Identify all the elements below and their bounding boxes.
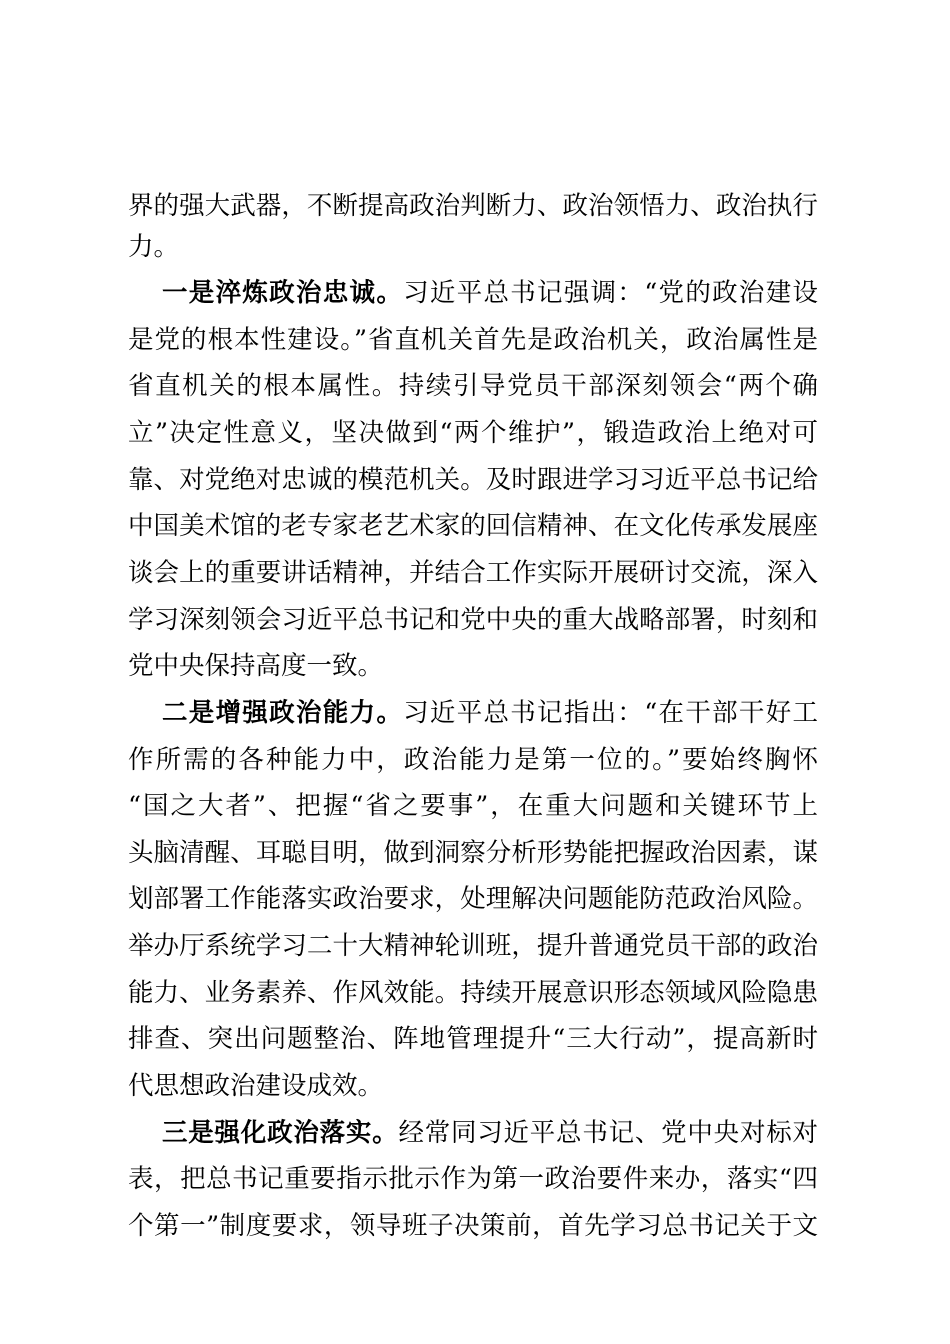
text-line: 谈会上的重要讲话精神，并结合工作实际开展研讨交流，深入 bbox=[128, 558, 818, 588]
text-line: 界的强大武器，不断提高政治判断力、政治领悟力、政治执行 bbox=[128, 191, 818, 221]
paragraph-first-line bbox=[128, 1113, 818, 1153]
text-line: 头脑清醒、耳聪目明，做到洞察分析形势能把握政治因素，谋 bbox=[128, 838, 818, 868]
text-line: 作所需的各种能力中，政治能力是第一位的。”要始终胸怀 bbox=[128, 745, 818, 775]
text-run: 习近平总书记指出：“在干部干好工 bbox=[403, 698, 818, 728]
text-line: 立”决定性意义，坚决做到“两个维护”，锻造政治上绝对可 bbox=[128, 418, 818, 448]
text-line: 学习深刻领会习近平总书记和党中央的重大战略部署，时刻和 bbox=[128, 605, 818, 635]
text-line: 代思想政治建设成效。 bbox=[128, 1071, 384, 1101]
text-line: 举办厅系统学习二十大精神轮训班，提升普通党员干部的政治 bbox=[128, 931, 818, 961]
section-heading: 二是增强政治能力。 bbox=[162, 698, 404, 728]
text-line: 个第一”制度要求，领导班子决策前，首先学习总书记关于文 bbox=[128, 1211, 818, 1241]
text-line: 是党的根本性建设。”省直机关首先是政治机关，政治属性是 bbox=[128, 325, 818, 355]
section-heading: 三是强化政治落实。 bbox=[162, 1118, 399, 1148]
section-heading: 一是淬炼政治忠诚。 bbox=[162, 278, 404, 308]
text-run: 经常同习近平总书记、党中央对标对 bbox=[398, 1118, 818, 1148]
text-line: 能力、业务素养、作风效能。持续开展意识形态领域风险隐患 bbox=[128, 978, 818, 1008]
paragraph-first-line bbox=[128, 273, 818, 313]
text-line: 党中央保持高度一致。 bbox=[128, 651, 384, 681]
paragraph-first-line bbox=[128, 693, 818, 733]
text-line: 靠、对党绝对忠诚的模范机关。及时跟进学习习近平总书记给 bbox=[128, 465, 818, 495]
text-line: 排查、突出问题整治、阵地管理提升“三大行动”，提高新时 bbox=[128, 1024, 818, 1054]
text-line: 省直机关的根本属性。持续引导党员干部深刻领会“两个确 bbox=[128, 371, 818, 401]
text-line: 力。 bbox=[128, 232, 180, 262]
text-run: 习近平总书记强调：“党的政治建设 bbox=[403, 278, 818, 308]
text-line: 划部署工作能落实政治要求，处理解决问题能防范政治风险。 bbox=[128, 884, 818, 914]
text-line: 中国美术馆的老专家老艺术家的回信精神、在文化传承发展座 bbox=[128, 511, 818, 541]
text-line: “国之大者”、把握“省之要事”，在重大问题和关键环节上 bbox=[128, 791, 818, 821]
text-line: 表，把总书记重要指示批示作为第一政治要件来办，落实“四 bbox=[128, 1164, 818, 1194]
